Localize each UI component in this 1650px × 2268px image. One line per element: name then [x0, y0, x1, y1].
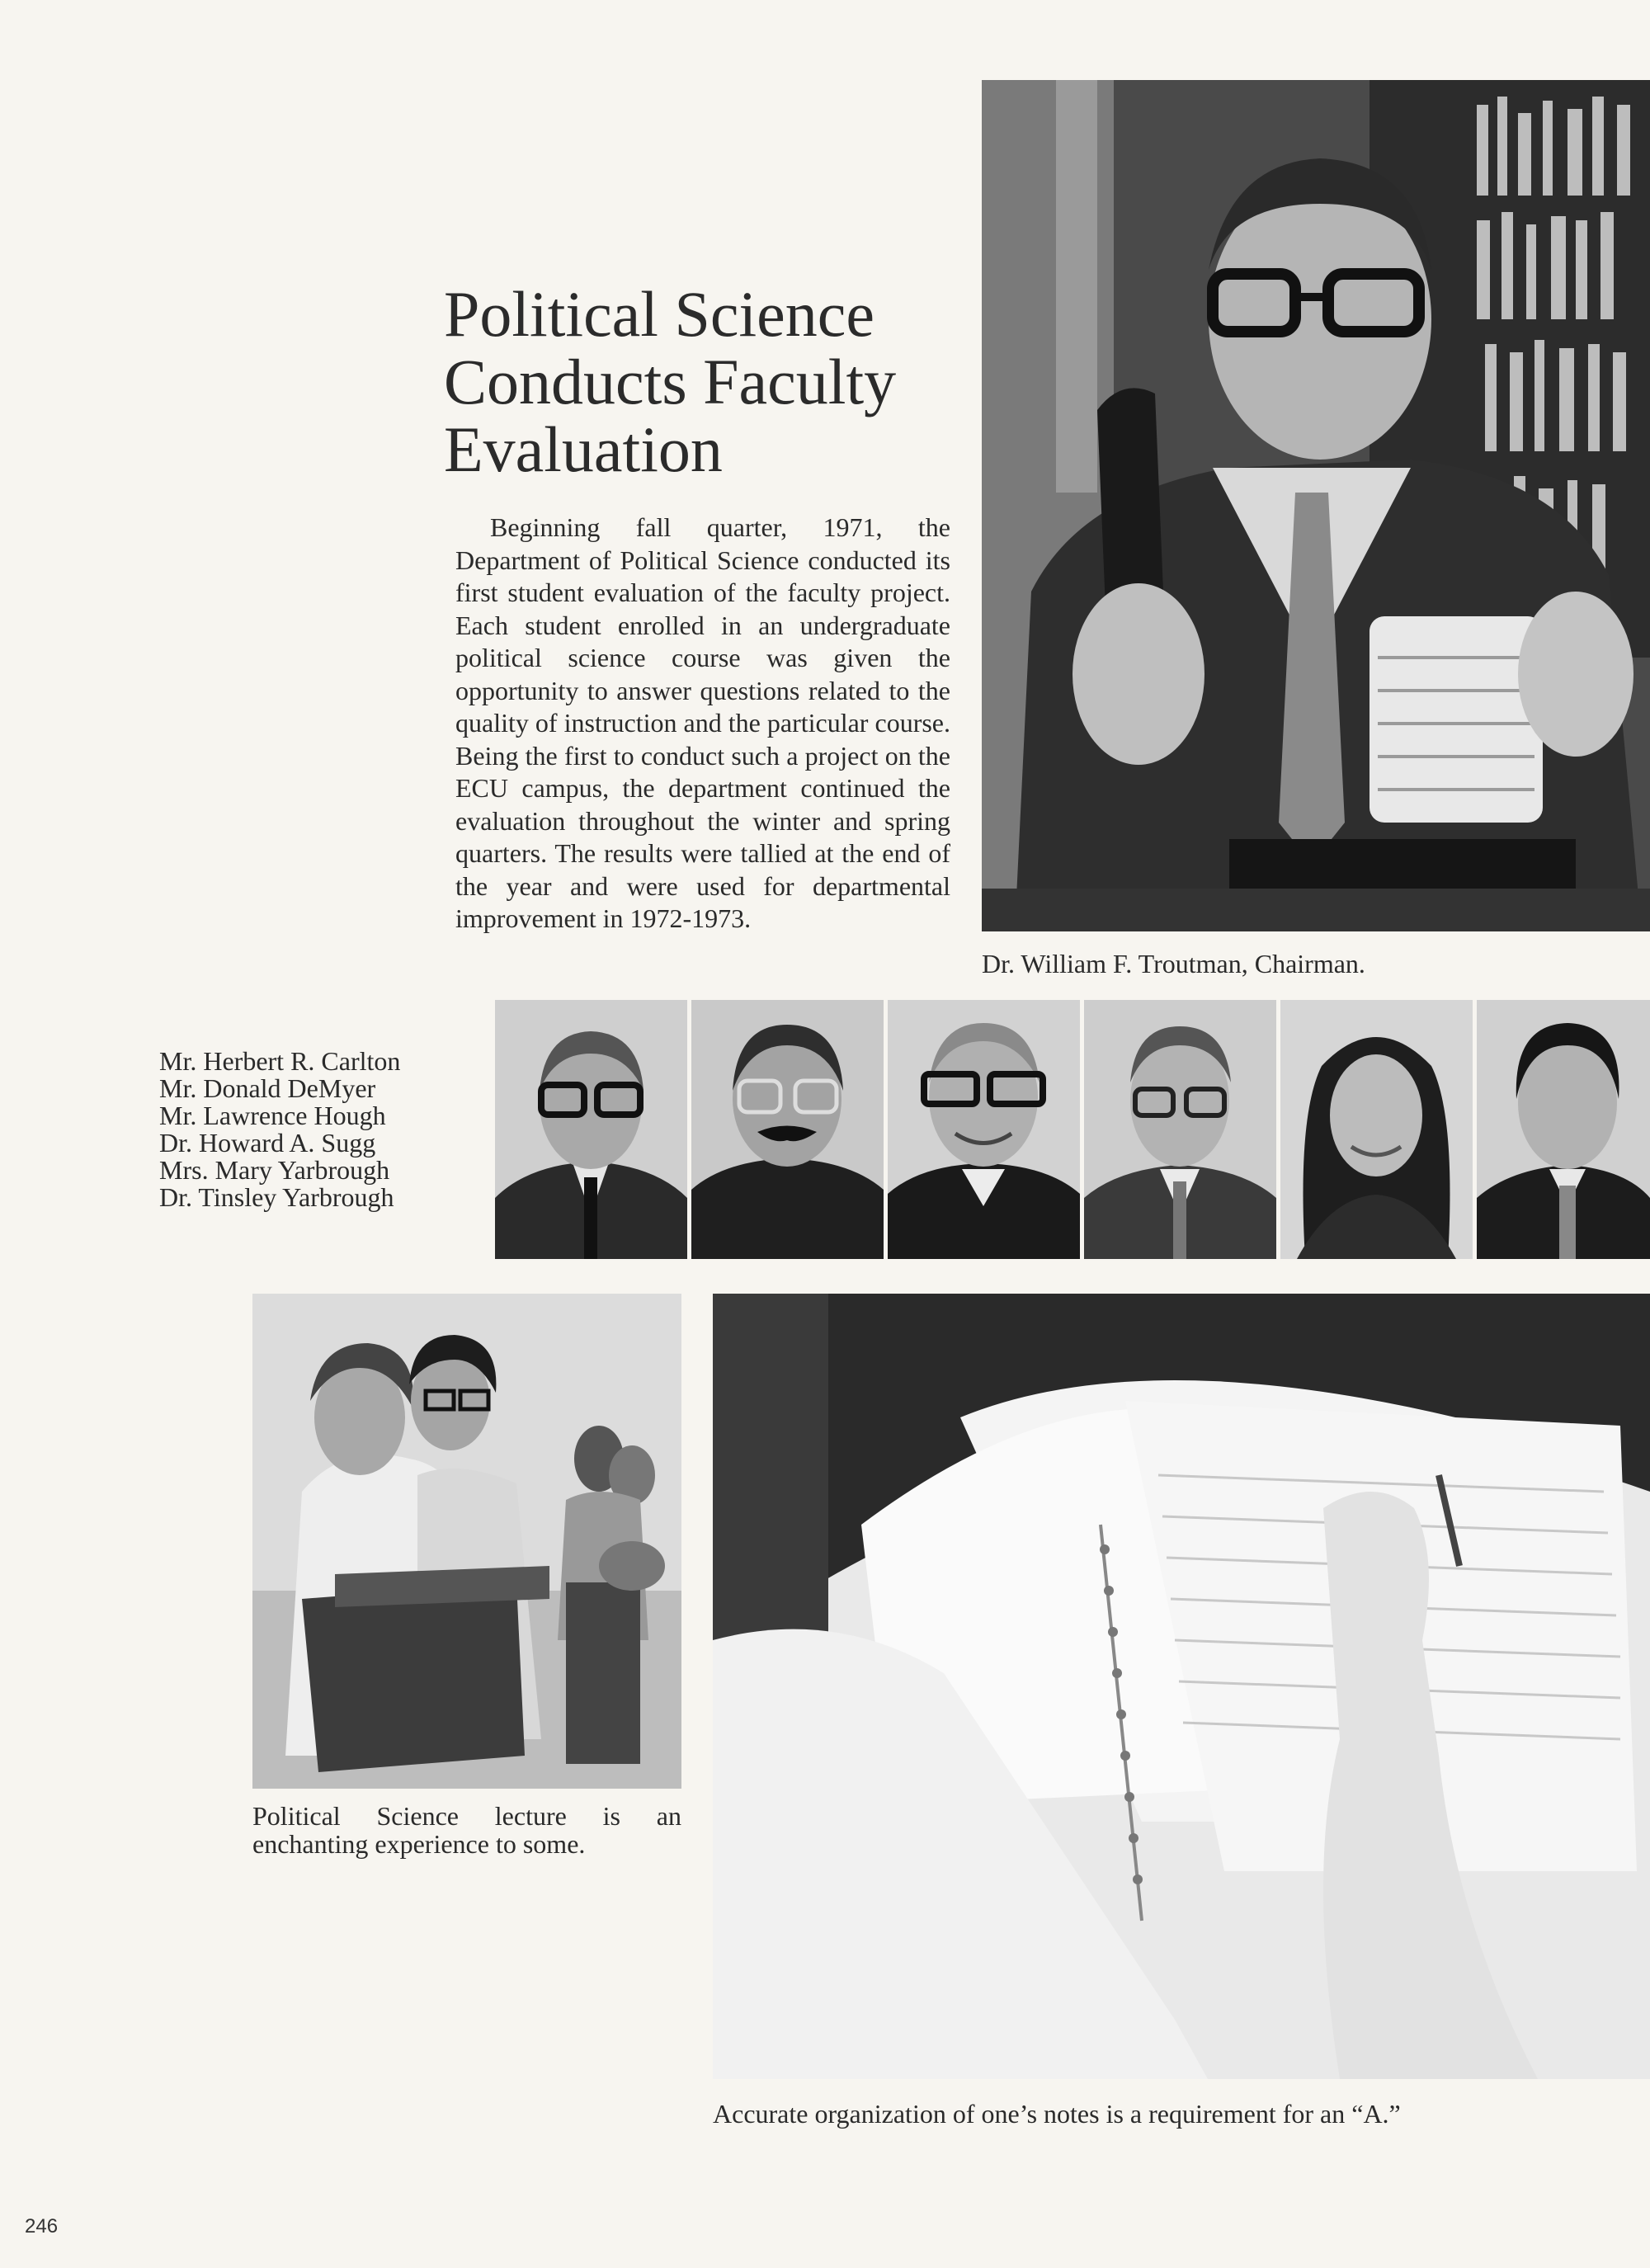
article-title — [444, 278, 972, 485]
faculty-name: Mrs. Mary Yarbrough — [159, 1155, 390, 1185]
lecture-caption: Political Science lecture is an enchanting experience to some. — [252, 1801, 681, 1859]
chairman-photo — [982, 80, 1650, 931]
faculty-name: Mr. Donald DeMyer — [159, 1073, 376, 1103]
faculty-portrait-sugg — [1084, 1000, 1276, 1259]
title-line-3: Evaluation — [444, 413, 723, 485]
title-line-2: Conducts Faculty — [444, 346, 897, 417]
lecture-photo — [252, 1294, 681, 1789]
page-number: 246 — [25, 2215, 59, 2237]
faculty-portrait-demyer — [691, 1000, 884, 1259]
faculty-portrait-hough — [888, 1000, 1080, 1259]
faculty-portrait-tinsley-yarbrough — [1477, 1000, 1650, 1259]
notes-photo — [713, 1294, 1650, 2079]
faculty-name: Dr. Howard A. Sugg — [159, 1128, 376, 1158]
faculty-portrait-mary-yarbrough — [1280, 1000, 1473, 1259]
faculty-name: Mr. Herbert R. Carlton — [159, 1046, 401, 1076]
faculty-name: Dr. Tinsley Yarbrough — [159, 1182, 394, 1212]
title-line-1: Political Science — [444, 278, 875, 350]
faculty-name-list — [159, 1048, 489, 1211]
chairman-caption: Dr. William F. Troutman, Chairman. — [982, 949, 1365, 978]
notes-caption: Accurate organization of one’s notes is a requirement for an “A.” — [713, 2099, 1401, 2129]
faculty-portrait-carlton — [495, 1000, 687, 1259]
faculty-name: Mr. Lawrence Hough — [159, 1101, 386, 1130]
article-body: Beginning fall quarter, 1971, the Department of Political Science conducted its first student evaluation of the faculty project. Each student enrolled in an undergraduate political science course was given the opportunity to answer questions related to the quality of instruction and the particular course. Being the first to conduct such a project on the ECU campus, the department continued the evaluation throughout the winter and spring quarters. The results were tallied at the end of the year and were used for departmental improvement in 1972-1973. — [455, 512, 950, 933]
